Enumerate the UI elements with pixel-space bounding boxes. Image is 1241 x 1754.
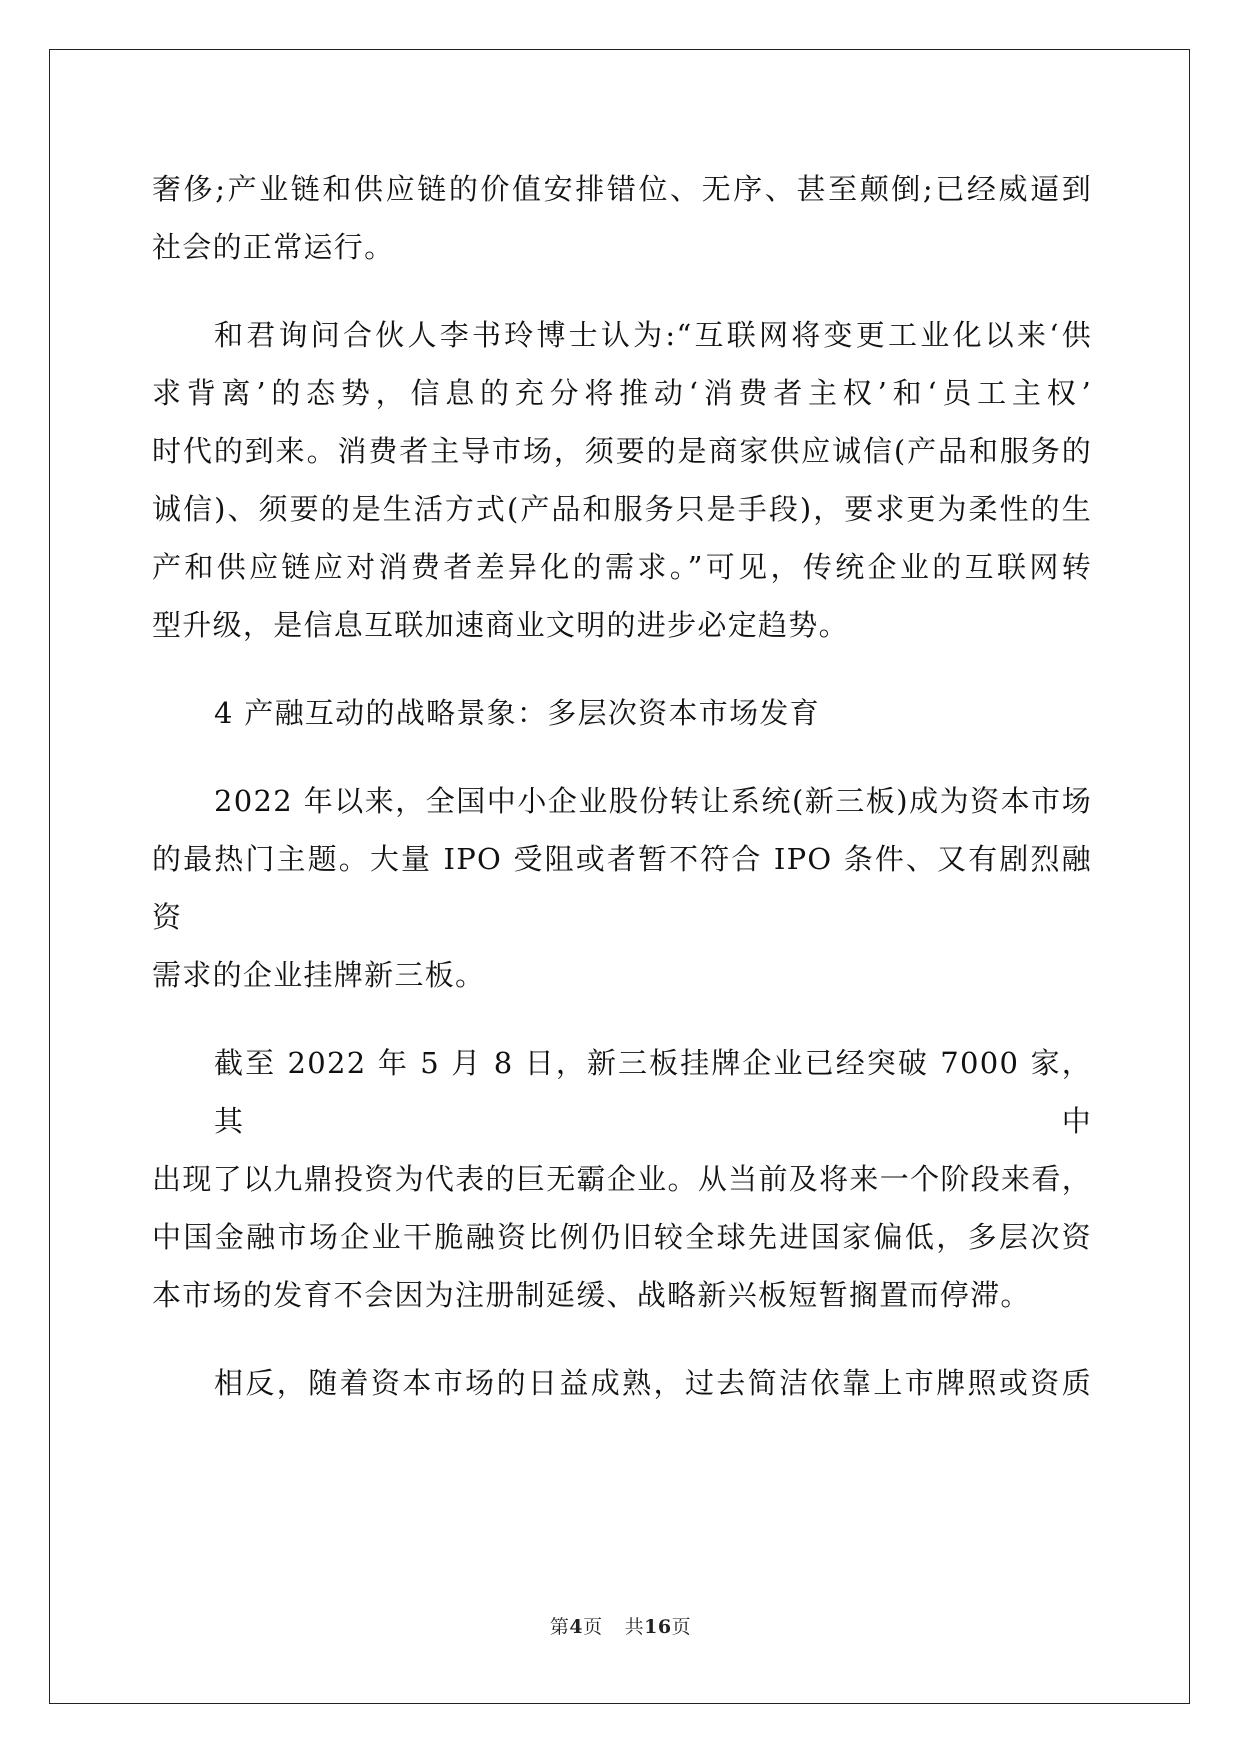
text-line: 时代的到来。消费者主导市场，须要的是商家供应诚信(产品和服务的 (152, 434, 1092, 468)
total-prefix: 共 (624, 1616, 645, 1638)
text-line: 型升级，是信息互联加速商业文明的进步必定趋势。 (152, 608, 849, 642)
text-line: 截至 2022 年 5 月 8 日，新三板挂牌企业已经突破 7000 家，其中 (214, 1046, 1092, 1138)
text-line: 产和供应链应对消费者差异化的需求。”可见，传统企业的互联网转 (152, 550, 1092, 584)
text-line: 求背离’的态势，信息的充分将推动‘消费者主权’和‘员工主权’ (152, 376, 1092, 410)
text-line: 本市场的发育不会因为注册制延缓、战略新兴板短暂搁置而停滞。 (152, 1278, 1031, 1312)
paragraph (152, 772, 1092, 1004)
page-prefix: 第 (549, 1616, 570, 1638)
total-suffix: 页 (671, 1616, 692, 1638)
text-line: 的最热门主题。大量 IPO 受阻或者暂不符合 IPO 条件、又有剧烈融资 (152, 842, 1092, 934)
paragraph (152, 306, 1092, 654)
text-line: 需求的企业挂牌新三板。 (152, 958, 486, 992)
text-line: 相反，随着资本市场的日益成熟，过去简洁依靠上市牌照或资质 (214, 1366, 1092, 1400)
text-line: 中国金融市场企业干脆融资比例仍旧较全球先进国家偏低，多层次资 (152, 1220, 1092, 1254)
text-line: 出现了以九鼎投资为代表的巨无霸企业。从当前及将来一个阶段来看， (152, 1162, 1092, 1196)
section-heading (152, 684, 1092, 742)
document-body (152, 160, 1092, 1412)
text-line: 社会的正常运行。 (152, 230, 395, 264)
page-footer (0, 1612, 1241, 1639)
text-line: 2022 年以来，全国中小企业股份转让系统(新三板)成为资本市场 (214, 784, 1092, 818)
total-pages: 16 (644, 1616, 672, 1638)
paragraph (152, 1354, 1092, 1412)
paragraph (152, 1034, 1092, 1324)
paragraph (152, 160, 1092, 276)
text-line: 4 产融互动的战略景象：多层次资本市场发育 (214, 696, 820, 730)
text-line: 诚信)、须要的是生活方式(产品和服务只是手段)，要求更为柔性的生 (152, 492, 1092, 526)
page-suffix: 页 (583, 1616, 603, 1638)
page-number: 4 (569, 1616, 584, 1638)
text-line: 和君询问合伙人李书玲博士认为:“互联网将变更工业化以来‘供 (214, 318, 1092, 352)
text-line: 奢侈;产业链和供应链的价值安排错位、无序、甚至颠倒;已经威逼到 (152, 172, 1092, 206)
